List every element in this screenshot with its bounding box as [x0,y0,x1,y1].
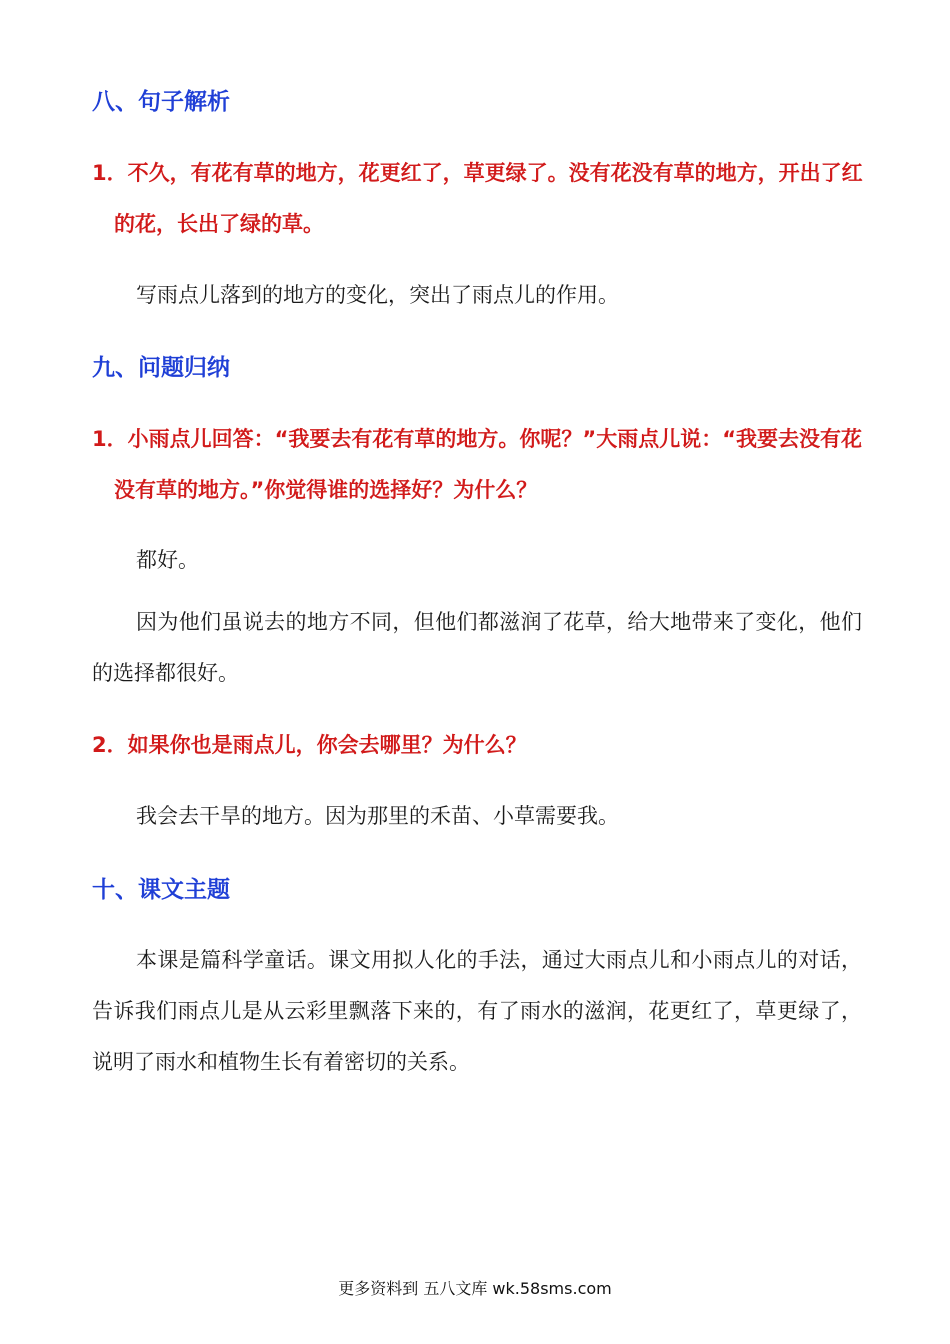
question-sentence-1: 1．不久，有花有草的地方，花更红了，草更绿了。没有花没有草的地方，开出了红的花，长出了绿的草。 [92,161,863,236]
theme-paragraph: 本课是篇科学童话。课文用拟人化的手法，通过大雨点儿和小雨点儿的对话，告诉我们雨点儿是从云彩里飘落下来的，有了雨水的滋润，花更红了，草更绿了，说明了雨水和植物生长有着密切的关系。 [92,948,862,1074]
answer-sentence-1: 写雨点儿落到的地方的变化，突出了雨点儿的作用。 [136,283,619,307]
section-heading-question-summary: 九、问题归纳 [92,355,230,381]
answer-summary-1-short: 都好。 [136,548,199,572]
section-heading-sentence-analysis: 八、句子解析 [92,89,230,115]
question-summary-1: 1．小雨点儿回答：“我要去有花有草的地方。你呢？”大雨点儿说：“我要去没有花没有草的地方。”你觉得谁的选择好？为什么？ [92,427,863,502]
question-summary-2: 2．如果你也是雨点儿，你会去哪里？为什么？ [92,733,527,757]
footer-source: 更多资料到 五八文库 wk.58sms.com [338,1279,612,1298]
section-heading-theme: 十、课文主题 [92,877,230,903]
answer-summary-1-reason: 因为他们虽说去的地方不同，但他们都滋润了花草，给大地带来了变化，他们的选择都很好。 [92,610,862,685]
answer-summary-2: 我会去干旱的地方。因为那里的禾苗、小草需要我。 [136,804,619,828]
